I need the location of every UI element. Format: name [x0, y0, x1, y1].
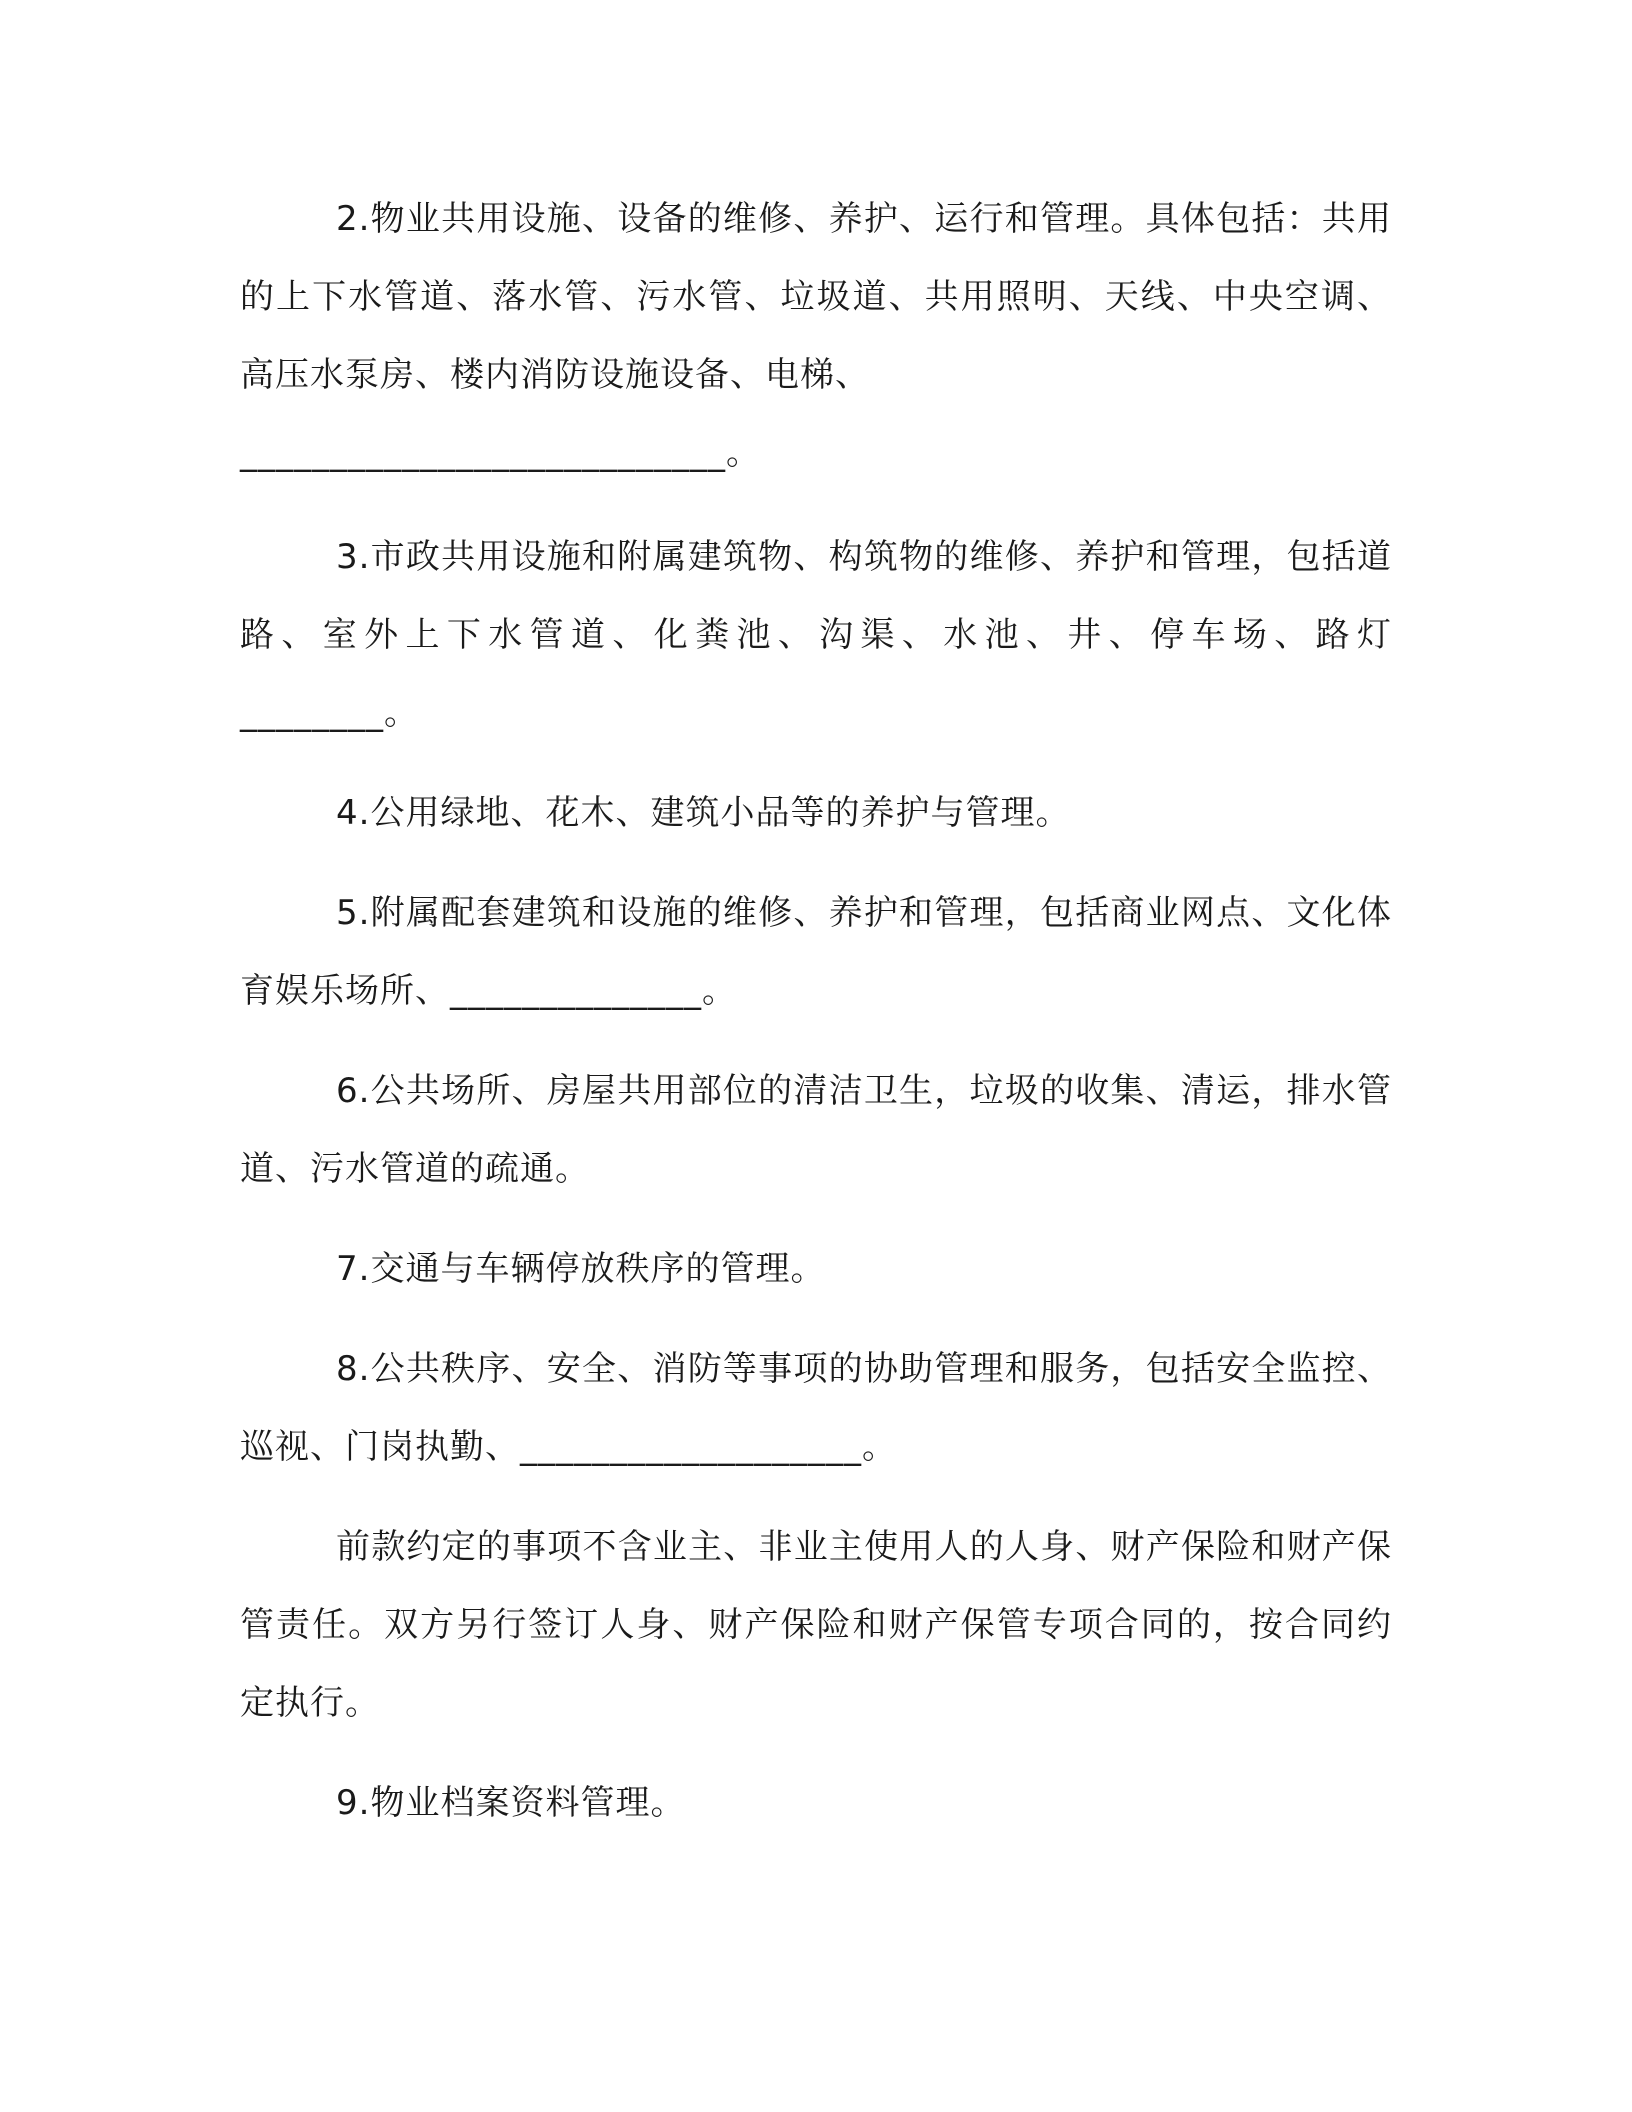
exclusion-note — [240, 1508, 1392, 1742]
clause-6-text: 6.公共场所、房屋共用部位的清洁卫生，垃圾的收集、清运，排水管道、污水管道的疏通。 — [240, 1071, 1392, 1189]
clause-6 — [240, 1052, 1392, 1208]
clause-2-blank-line — [240, 414, 1392, 492]
clause-5-blank: ______________ — [450, 971, 702, 1011]
clause-8-end: 。 — [862, 1427, 897, 1467]
clause-4-text: 4.公用绿地、花木、建筑小品等的养护与管理。 — [336, 793, 1071, 833]
clause-5-end: 。 — [702, 971, 737, 1011]
clause-3-end: 。 — [384, 693, 419, 733]
clause-2-text: 2.物业共用设施、设备的维修、养护、运行和管理。具体包括：共用的上下水管道、落水管、污水管、垃圾道、共用照明、天线、中央空调、高压水泵房、楼内消防设施设备、电梯、 — [240, 199, 1392, 395]
document-body — [240, 180, 1392, 1842]
clause-9-text: 9.物业档案资料管理。 — [336, 1783, 686, 1823]
clause-8 — [240, 1330, 1392, 1486]
clause-3-blank: ________ — [240, 693, 384, 733]
clause-9 — [240, 1764, 1392, 1842]
clause-4 — [240, 774, 1392, 852]
clause-3-text: 3.市政共用设施和附属建筑物、构筑物的维修、养护和管理，包括道路、室外上下水管道、化粪池、沟渠、水池、井、停车场、路灯 — [240, 537, 1392, 655]
clause-5-text: 5.附属配套建筑和设施的维修、养护和管理，包括商业网点、文化体育娱乐场所、 — [240, 893, 1392, 1011]
clause-2 — [240, 180, 1392, 414]
clause-5 — [240, 874, 1392, 1030]
clause-2-end: 。 — [726, 433, 761, 473]
clause-3 — [240, 518, 1392, 752]
exclusion-note-text: 前款约定的事项不含业主、非业主使用人的人身、财产保险和财产保管责任。双方另行签订人身、财产保险和财产保管专项合同的，按合同约定执行。 — [240, 1527, 1392, 1723]
clause-2-blank: ___________________________ — [240, 433, 726, 473]
clause-8-text: 8.公共秩序、安全、消防等事项的协助管理和服务，包括安全监控、巡视、门岗执勤、 — [240, 1349, 1392, 1467]
clause-7 — [240, 1230, 1392, 1308]
clause-8-blank: ___________________ — [520, 1427, 862, 1467]
clause-7-text: 7.交通与车辆停放秩序的管理。 — [336, 1249, 826, 1289]
